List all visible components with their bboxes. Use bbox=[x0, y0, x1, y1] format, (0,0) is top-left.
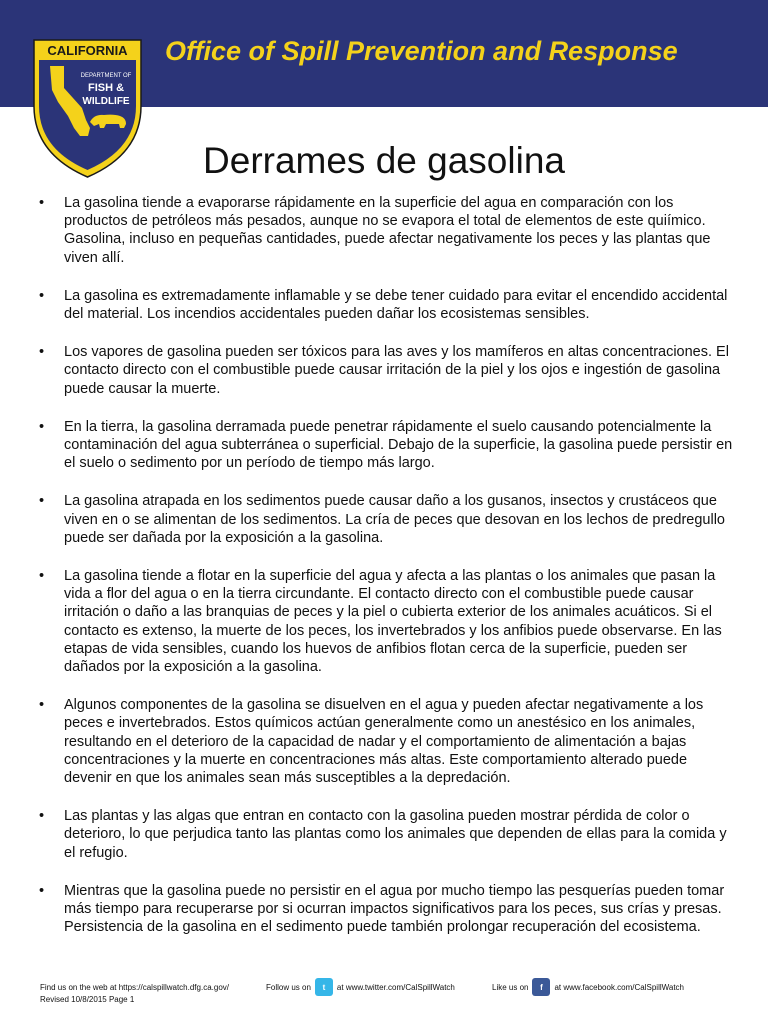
list-item bbox=[36, 696, 736, 787]
page-title: Derrames de gasolina bbox=[203, 140, 565, 181]
facebook-icon[interactable]: f bbox=[532, 978, 550, 996]
svg-text:DEPARTMENT OF: DEPARTMENT OF bbox=[80, 73, 132, 79]
list-item bbox=[36, 194, 736, 267]
bullet-text: Algunos componentes de la gasolina se disuelven en el agua y pueden afectar negativamente a los peces e invertebrados. Estos químicos actúan generalmente como un anestésico en los animales, resultando en el deterioro de la capacidad de nadar y el comportamiento de alimentación a bajas concentraciones y la muerte en concentraciones más altas. Este comportamiento alterado puede devenir en que los animales sean más susceptibles a la depredación. bbox=[64, 697, 704, 787]
bullet-marker: • bbox=[39, 882, 45, 899]
footer-website-link[interactable]: Find us on the web at https://calspillwatch.dfg.ca.gov/ bbox=[40, 982, 229, 992]
twitter-icon[interactable]: t bbox=[315, 978, 333, 996]
bullet-list bbox=[36, 194, 736, 957]
list-item bbox=[36, 882, 736, 937]
bullet-marker: • bbox=[39, 808, 45, 825]
revision-date: Revised 10/8/2015 Page 1 bbox=[40, 995, 135, 1004]
bullet-text: La gasolina atrapada en los sedimentos puede causar daño a los gusanos, insectos y crustáceos que viven en o se alimentan de los sedimentos. La cría de peces que desovan en los lechos de predregullo puede ser dañada por la exposición a la gasolina. bbox=[64, 493, 725, 546]
list-item bbox=[36, 807, 736, 862]
svg-text:CALIFORNIA: CALIFORNIA bbox=[47, 43, 128, 58]
like-prefix: Like us on bbox=[492, 982, 529, 992]
bullet-marker: • bbox=[39, 697, 45, 714]
header-title: Office of Spill Prevention and Response bbox=[165, 36, 678, 66]
bullet-text: Los vapores de gasolina pueden ser tóxicos para las aves y los mamíferos en altas concentraciones. El contacto directo con el combustible puede causar irritación de la piel y los ojos e ingestión de gasolina puede causar la muerte. bbox=[64, 344, 729, 397]
footer-twitter bbox=[266, 978, 492, 996]
footer-facebook bbox=[492, 978, 684, 996]
list-item bbox=[36, 287, 736, 323]
bullet-marker: • bbox=[39, 287, 45, 304]
bullet-text: En la tierra, la gasolina derramada puede penetrar rápidamente el suelo causando potencialmente la contaminación del agua subterránea o superficial. Debajo de la superficie, la gasolina puede persistir en el suelo o sedimento por un período de tiempo más largo. bbox=[64, 418, 733, 472]
bullet-marker: • bbox=[39, 195, 45, 211]
bullet-text: La gasolina es extremadamente inflamable y se debe tener cuidado para evitar el encendido accidental del material. Los incendios accidentales pueden dañar los ecosistemas sensibles. bbox=[64, 287, 728, 323]
bullet-text: La gasolina tiende a flotar en la superficie del agua y afecta a las plantas o los animales que pasan la vida a flor del agua o en la tierra circundante. El contacto directo con el combustible puede causar irritación o daño a las branquias de peces y la piel o cubierta exterior de los animales acuáticos. Si el contacto es extenso, la muerte de los peces, los invertebrados y los anfibios puede observarse. En las etapas de vida sensibles, cuando los huevos de anfibios flotan cerca de la superficie, pueden ser dañados por la exposición a la gasolina. bbox=[64, 568, 722, 676]
bullet-text: Mientras que la gasolina puede no persistir en el agua por mucho tiempo las pesquerías pueden tomar más tiempo para recuperarse por si ocurran impactos significativos para los peces, sus crías y presas. Persistencia de la gasolina en el sedimento puede también prolongar recuperación del ecosistema. bbox=[64, 882, 725, 936]
bullet-marker: • bbox=[39, 418, 45, 435]
list-item bbox=[36, 567, 736, 676]
follow-prefix: Follow us on bbox=[266, 982, 311, 992]
svg-text:FISH &: FISH & bbox=[87, 82, 125, 94]
bullet-text: La gasolina tiende a evaporarse rápidamente en la superficie del agua en comparación con los productos de petróleos más pesados, aunque no se evapora el total de elementos de este quiímico. Gasolina, incluso en pequeñas cantidades, puede afectar negativamente los peces y las plantas que viven allí. bbox=[64, 195, 711, 266]
bullet-marker: • bbox=[39, 344, 45, 361]
svg-text:WILDLIFE: WILDLIFE bbox=[82, 96, 130, 107]
list-item bbox=[36, 343, 736, 398]
list-item bbox=[36, 418, 736, 473]
list-item bbox=[36, 492, 736, 547]
footer bbox=[40, 977, 760, 1004]
bullet-marker: • bbox=[39, 568, 45, 585]
twitter-link[interactable]: at www.twitter.com/CalSpillWatch bbox=[336, 982, 455, 992]
facebook-link[interactable]: at www.facebook.com/CalSpillWatch bbox=[554, 982, 684, 992]
bullet-text: Las plantas y las algas que entran en contacto con la gasolina pueden mostrar pérdida de color o deterioro, lo que perjudica tanto las plantas como los animales que dependen de ellas para la comida y el refugio. bbox=[64, 808, 727, 861]
bullet-marker: • bbox=[39, 493, 45, 510]
